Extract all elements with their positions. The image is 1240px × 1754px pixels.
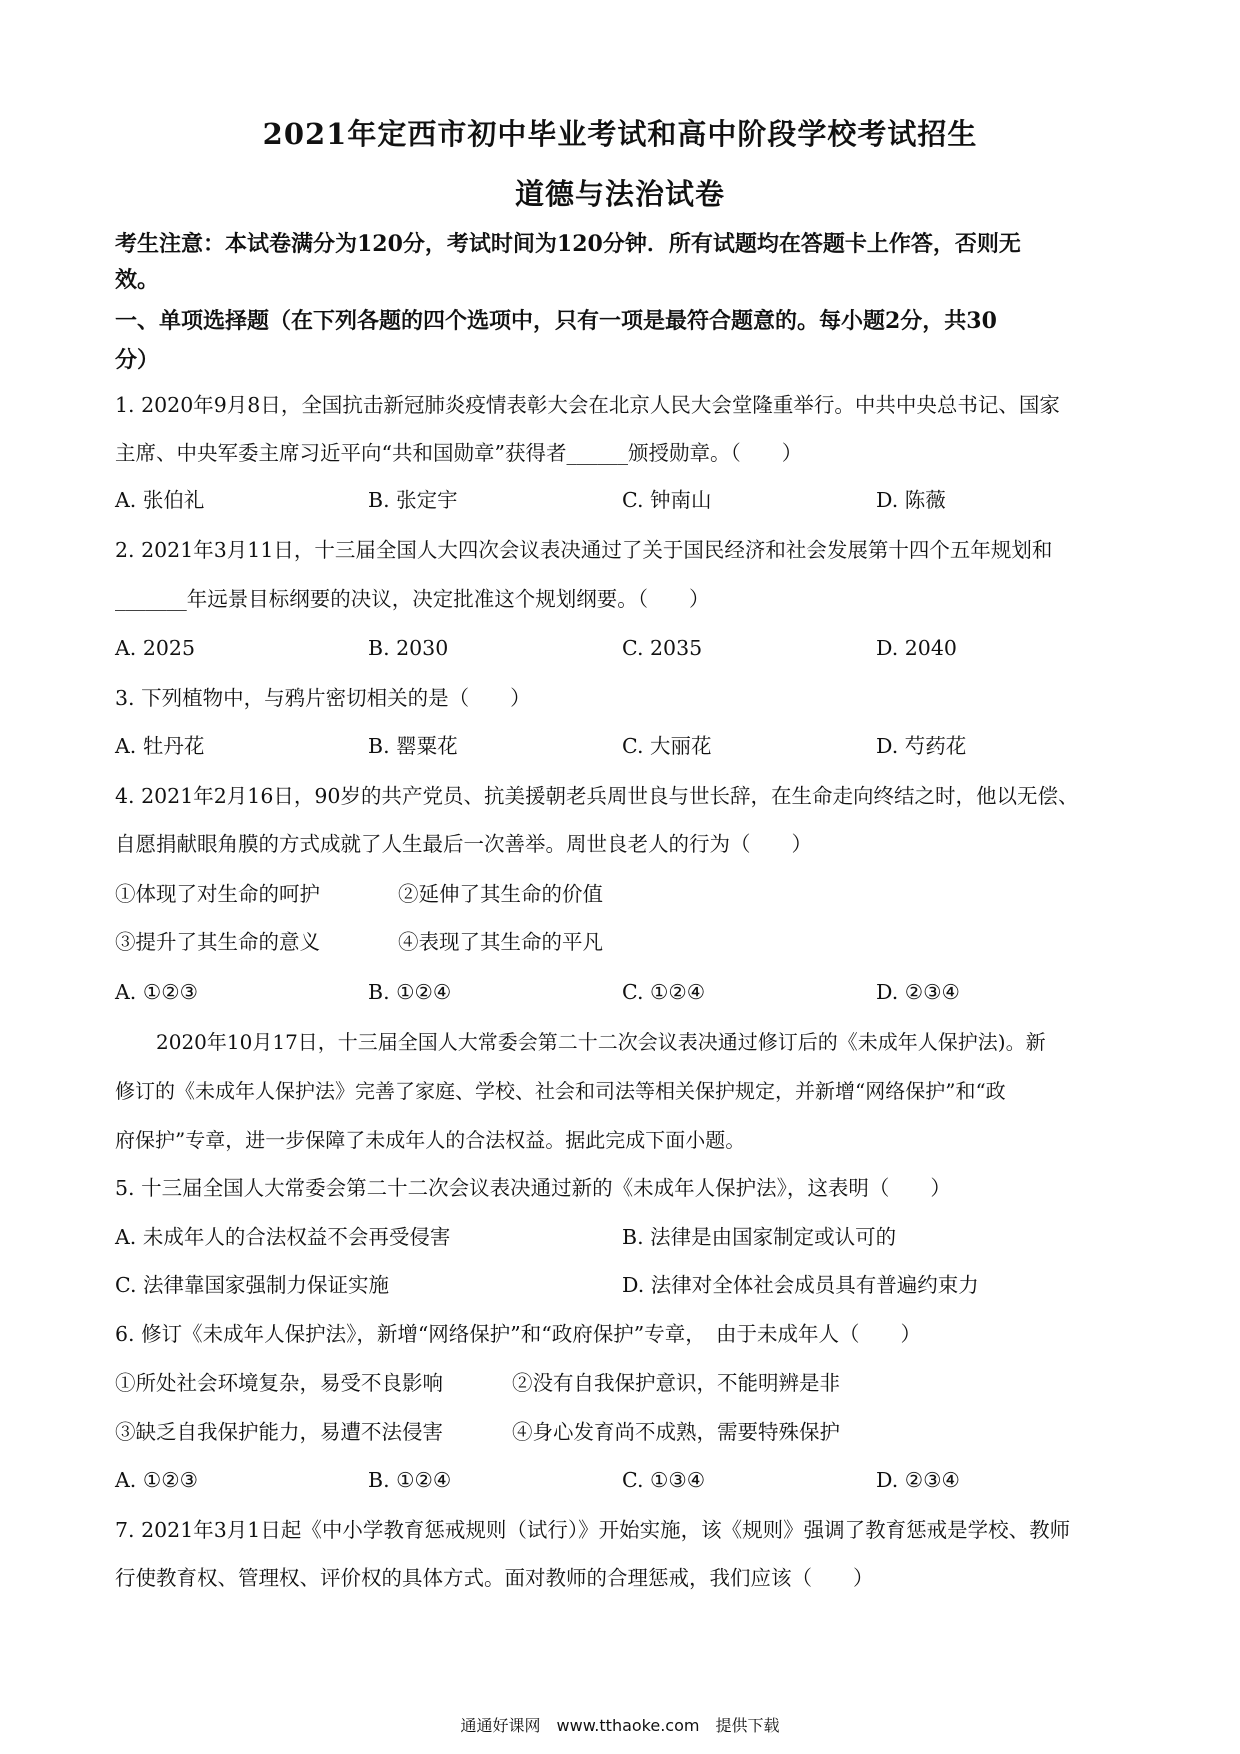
q6-option-b: B. ①②④ — [368, 1468, 452, 1492]
q5-option-c: C. 法律靠国家强制力保证实施 — [115, 1273, 389, 1297]
page-footer: 通通好课网 www.tthaoke.com 提供下载 — [460, 1716, 780, 1735]
q5-option-b: B. 法律是由国家制定或认可的 — [622, 1225, 897, 1249]
q6-item-1: ①所处社会环境复杂，易受不良影响 — [115, 1371, 443, 1395]
notice-line-1: 考生注意：本试卷满分为120分，考试时间为120分钟．所有试题均在答题卡上作答，否则无 — [115, 231, 1021, 257]
q4-item-4: ④表现了其生命的平凡 — [398, 930, 603, 954]
section-1-heading-line-1: 一、单项选择题（在下列各题的四个选项中，只有一项是最符合题意的。每小题2分，共30 — [115, 308, 997, 334]
q4-item-2: ②延伸了其生命的价值 — [398, 882, 603, 906]
q2-line-2: _______年远景目标纲要的决议，决定批准这个规划纲要。（ ） — [115, 587, 710, 611]
q2-option-c: C. 2035 — [622, 636, 703, 660]
q6-item-4: ④身心发育尚不成熟，需要特殊保护 — [512, 1420, 840, 1444]
q1-option-a: A. 张伯礼 — [115, 488, 205, 512]
q2-option-b: B. 2030 — [368, 636, 449, 660]
q4-option-d: D. ②③④ — [876, 980, 960, 1004]
q2-line-1: 2. 2021年3月11日，十三届全国人大四次会议表决通过了关于国民经济和社会发展第十四个五年规划和 — [115, 538, 1053, 562]
q1-option-c: C. 钟南山 — [622, 488, 712, 512]
q3-option-d: D. 芍药花 — [876, 734, 967, 758]
q4-option-c: C. ①②④ — [622, 980, 706, 1004]
q6-option-a: A. ①②③ — [115, 1468, 198, 1492]
q4-item-1: ①体现了对生命的呵护 — [115, 882, 320, 906]
q4-item-3: ③提升了其生命的意义 — [115, 930, 320, 954]
exam-subtitle: 道德与法治试卷 — [514, 177, 725, 211]
q6-item-2: ②没有自我保护意识，不能明辨是非 — [512, 1371, 840, 1395]
q6-line-1: 6. 修订《未成年人保护法》，新增“网络保护”和“政府保护”专章， 由于未成年人（ ） — [115, 1322, 921, 1346]
q2-option-a: A. 2025 — [115, 636, 196, 660]
q7-line-2: 行使教育权、管理权、评价权的具体方式。面对教师的合理惩戒，我们应该（ ） — [115, 1566, 874, 1590]
q5-line-1: 5. 十三届全国人大常委会第二十二次会议表决通过新的《未成年人保护法》，这表明（ ） — [115, 1176, 951, 1200]
q6-item-3: ③缺乏自我保护能力，易遭不法侵害 — [115, 1420, 443, 1444]
q3-line-1: 3. 下列植物中，与鸦片密切相关的是（ ） — [115, 686, 531, 710]
q5-option-d: D. 法律对全体社会成员具有普遍约束力 — [622, 1273, 979, 1297]
q7-line-1: 7. 2021年3月1日起《中小学教育惩戒规则（试行）》开始实施，该《规则》强调了教育惩戒是学校、教师 — [115, 1518, 1071, 1542]
q3-option-b: B. 罂粟花 — [368, 734, 458, 758]
notice-line-2: 效。 — [115, 267, 160, 293]
exam-title: 2021年定西市初中毕业考试和高中阶段学校考试招生 — [262, 117, 978, 151]
section-1-heading-line-2: 分） — [115, 347, 160, 373]
q1-line-2: 主席、中央军委主席习近平向“共和国勋章”获得者______颁授勋章。（ ） — [115, 441, 803, 465]
material-line-2: 修订的《未成年人保护法》完善了家庭、学校、社会和司法等相关保护规定，并新增“网络保护”和“政 — [115, 1079, 1006, 1103]
q4-option-b: B. ①②④ — [368, 980, 452, 1004]
q1-option-d: D. 陈薇 — [876, 488, 946, 512]
q1-line-1: 1. 2020年9月8日，全国抗击新冠肺炎疫情表彰大会在北京人民大会堂隆重举行。中共中央总书记、国家 — [115, 393, 1060, 417]
q6-option-c: C. ①③④ — [622, 1468, 706, 1492]
q6-option-d: D. ②③④ — [876, 1468, 960, 1492]
q4-option-a: A. ①②③ — [115, 980, 198, 1004]
q4-line-1: 4. 2021年2月16日，90岁的共产党员、抗美援朝老兵周世良与世长辞，在生命走向终结之时，他以无偿、 — [115, 784, 1079, 808]
q1-option-b: B. 张定宇 — [368, 488, 458, 512]
q3-option-a: A. 牡丹花 — [115, 734, 205, 758]
q3-option-c: C. 大丽花 — [622, 734, 712, 758]
material-line-1: 2020年10月17日，十三届全国人大常委会第二十二次会议表决通过修订后的《未成年人保护法)。新 — [156, 1030, 1046, 1054]
q4-line-2: 自愿捐献眼角膜的方式成就了人生最后一次善举。周世良老人的行为（ ） — [115, 832, 812, 856]
q2-option-d: D. 2040 — [876, 636, 957, 660]
q5-option-a: A. 未成年人的合法权益不会再受侵害 — [115, 1225, 451, 1249]
material-line-3: 府保护”专章，进一步保障了未成年人的合法权益。据此完成下面小题。 — [115, 1128, 746, 1152]
